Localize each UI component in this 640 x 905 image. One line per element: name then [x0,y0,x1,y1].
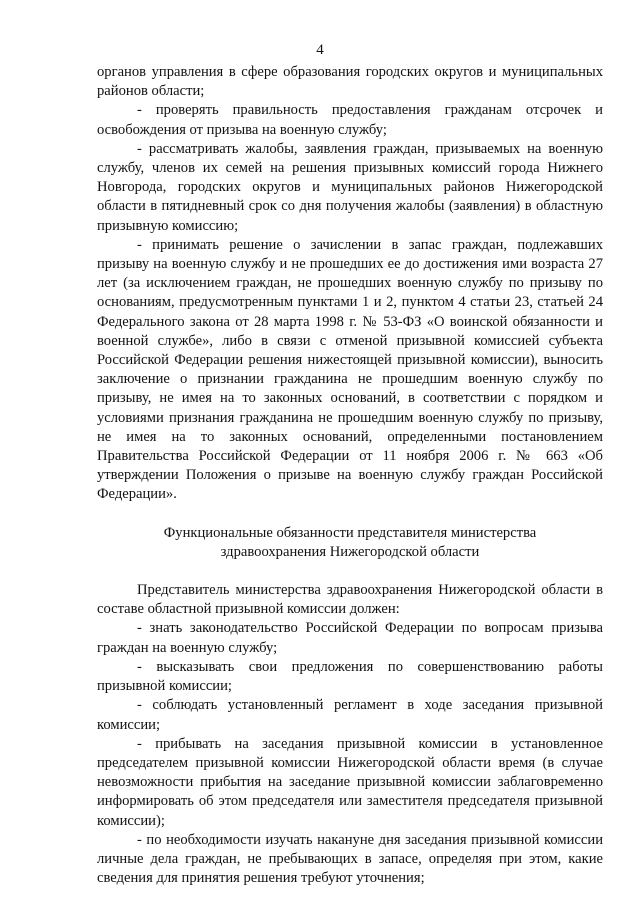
spacer [97,562,603,581]
paragraph: - знать законодательство Российской Федерации по вопросам призыва граждан на военную службу; [97,620,603,656]
paragraph: Представитель министерства здравоохранения Нижегородской области в составе областной призывной комиссии должен: [97,582,603,618]
paragraph: - рассматривать жалобы, заявления граждан, призываемых на военную службу, членов их семей на решения призывных комиссий города Нижнего Новгорода, городских округов и муниципальных районов Нижегородской области в пятидневный срок со дня получения жалобы (заявления) в областную призывную комиссию; [97,140,603,234]
paragraph: - принимать решение о зачислении в запас граждан, подлежавших призыву на военную службу и не прошедших ее до достижения ими возраста 27 лет (за исключением граждан, не прошедших военную службу по призыву по основаниям, предусмотренным пунктами 1 и 2, пунктом 4 статьи 23, статьей 24 Федерального закона от 28 марта 1998 г. № 53-ФЗ «О воинской обязанности и военной службе», либо в связи с отменой призывной комиссией субъекта Российской Федерации решения нижестоящей призывной комиссии), выносить заключение о признании гражданина не прошедшим военную службу по призыву, не имея на то законных оснований, в соответствии с порядком и условиями признания гражданина не прошедшим военную службу по призыву, не имея на то законных оснований, определенными постановлением Правительства Российской Федерации от 11 ноября 2006 г. № 663 «Об утверждении Положения о призыве на военную службу граждан Российской Федерации». [97,236,603,503]
section-heading-line: здравоохранения Нижегородской области [220,543,480,560]
section-heading-line: Функциональные обязанности представителя министерства [163,524,537,541]
paragraph: - высказывать свои предложения по совершенствованию работы призывной комиссии; [97,658,603,695]
page-number: 4 [316,42,324,58]
paragraph: - по необходимости изучать накануне дня заседания призывной комиссии личные дела граждан, не пребывающих в запасе, определяя при этом, какие сведения для принятия решения требуют уточнения; [97,831,603,887]
paragraph: - соблюдать установленный регламент в ходе заседания призывной комиссии; [97,697,603,733]
paragraph: - проверять правильность предоставления гражданам отсрочек и освобождения от призыва на военную службу; [97,102,603,138]
paragraph: органов управления в сфере образования городских округов и муниципальных районов области; [97,64,603,100]
document-body [97,63,603,888]
paragraph: - прибывать на заседания призывной комиссии в установленное председателем призывной комиссии Нижегородской области время (в случае невозможности прибытия на заседание призывной комиссии заблаговременно информировать об этом председателя или заместителя председателя призывной комиссии); [97,735,603,829]
section-heading [97,524,603,562]
